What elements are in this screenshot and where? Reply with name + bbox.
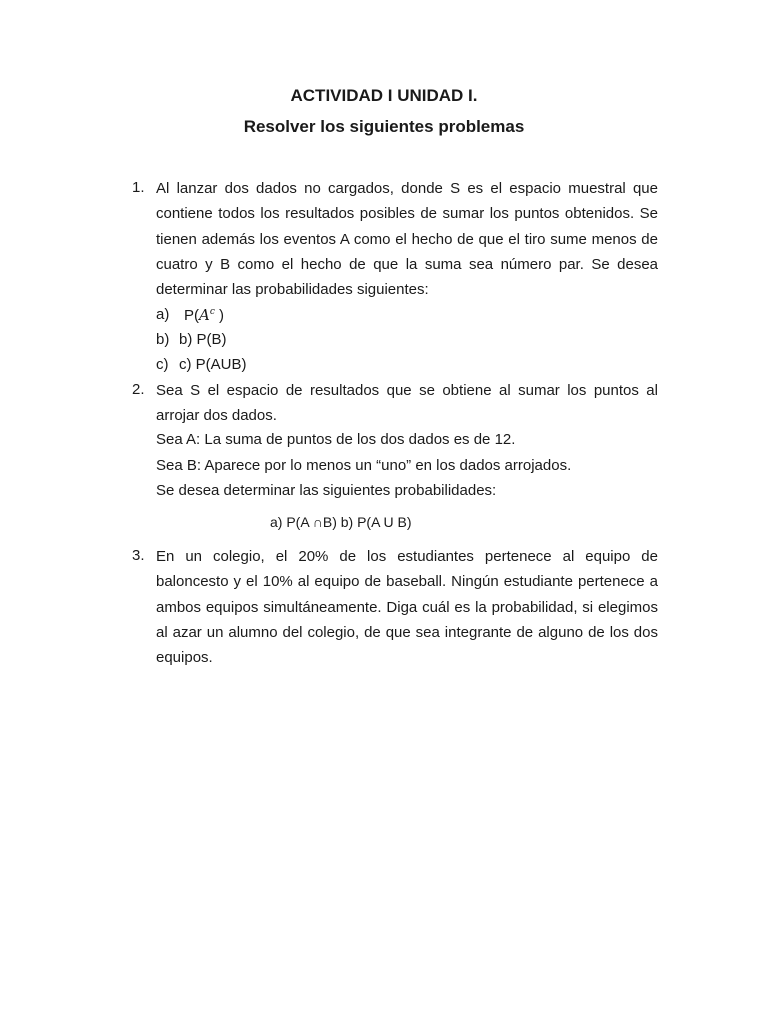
page-title: ACTIVIDAD I UNIDAD I. xyxy=(290,86,478,105)
problem-2-formula: a) P(A ∩B) b) P(A U B) xyxy=(270,514,412,530)
problem-2-line-b: Sea B: Aparece por lo menos un “uno” en los dados arrojados. xyxy=(156,457,572,474)
problem-2-line-a: Sea A: La suma de puntos de los dos dados es de 12. xyxy=(156,431,516,448)
item-a-suffix: ) xyxy=(214,307,225,324)
problem-1-item-b-marker: b) xyxy=(156,331,170,348)
item-a-variable: A xyxy=(199,306,210,324)
problem-2-text: Sea S el espacio de resultados que se obtiene al sumar los puntos al arrojar dos dados. xyxy=(156,382,658,425)
problem-1-item-a-marker: a) xyxy=(156,306,170,323)
problem-1-item-b: b) P(B) xyxy=(179,331,227,348)
item-a-complement: c xyxy=(209,307,215,317)
problem-2-line-request: Se desea determinar las siguientes probabilidades: xyxy=(156,482,497,499)
problem-1-number: 1. xyxy=(132,179,145,196)
problem-1-text: Al lanzar dos dados no cargados, donde S es el espacio muestral que contiene todos los resultados posibles de sumar los puntos obtenidos. Se tienen además los eventos A como el hecho de que el tiro sume menos de cuatro y B como el hecho de que la suma sea número par. Se desea determinar las probabilidades siguientes: xyxy=(156,180,658,299)
page-subtitle: Resolver los siguientes problemas xyxy=(243,117,525,136)
problem-1-item-a xyxy=(184,306,224,324)
problem-2-number: 2. xyxy=(132,381,145,398)
item-a-prefix: P( xyxy=(184,307,199,324)
problem-1-item-c: c) P(AUB) xyxy=(179,356,247,373)
problem-3-number: 3. xyxy=(132,547,145,564)
problem-3-text: En un colegio, el 20% de los estudiantes pertenece al equipo de baloncesto y el 10% al equipo de baseball. Ningún estudiante pertenece a ambos equipos simultáneamente. Diga cuál es la probabilidad, si elegimos al azar un alumno del colegio, de que sea integrante de alguno de los dos equipos. xyxy=(156,548,658,667)
problem-1-item-c-marker: c) xyxy=(156,356,169,373)
